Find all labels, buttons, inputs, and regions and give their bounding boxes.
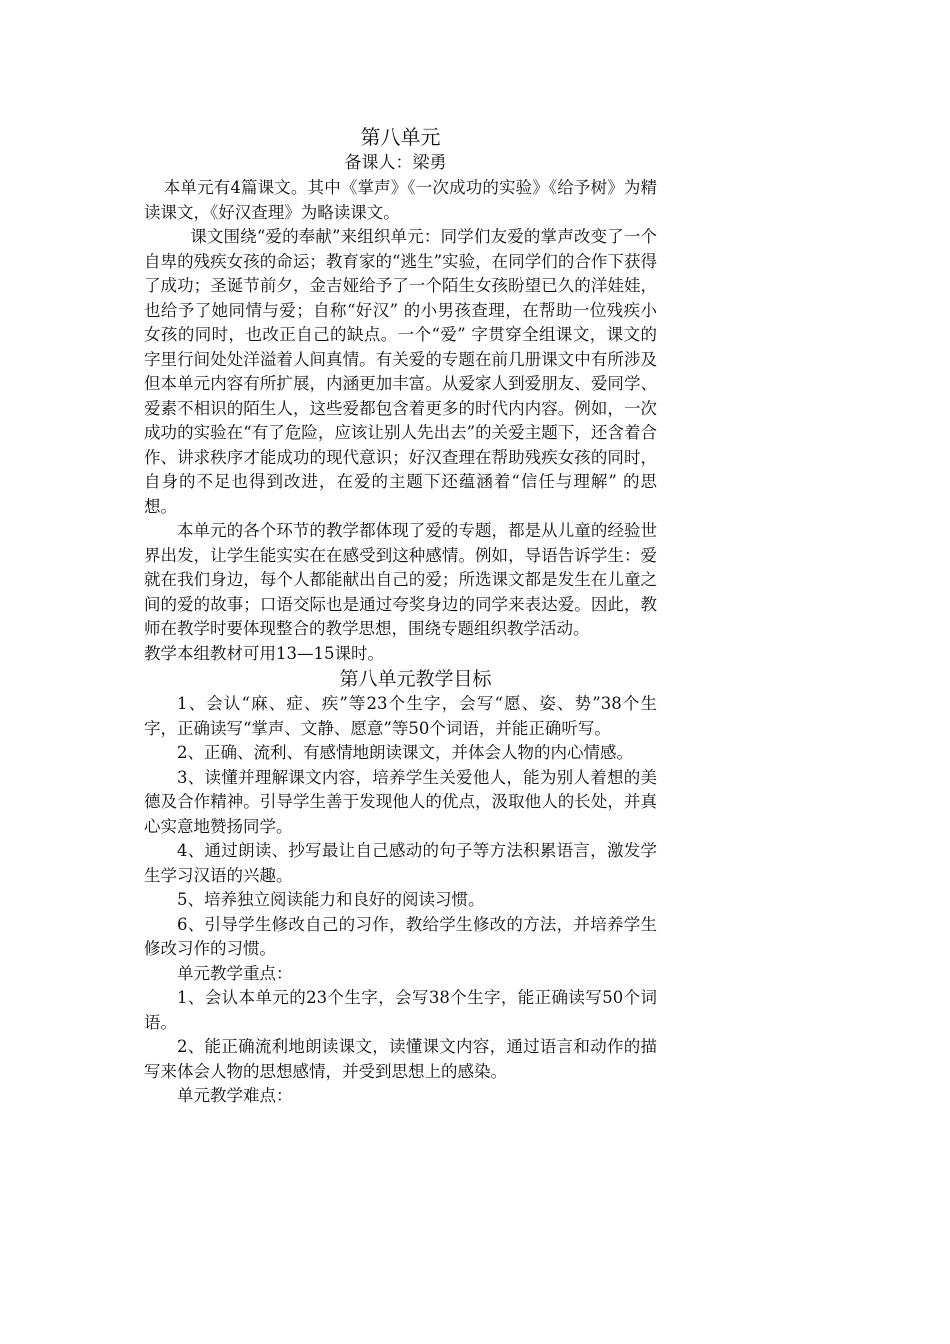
- goal-item: 5、培养独立阅读能力和良好的阅读习惯。: [177, 890, 485, 909]
- key-point-item: 1、会认本单元的23个生字，会写38个生字，能正确读写50个词语。: [144, 988, 657, 1032]
- goal-item: 6、引导学生修改自己的习作，教给学生修改的方法，并培养学生修改习作的习惯。: [144, 914, 657, 958]
- goals-title: 第八单元教学目标: [339, 668, 492, 690]
- intro-paragraph: 本单元有4篇课文。其中《掌声》《一次成功的实验》《给予树》为精读课文，《好汉查理》为略读课文。: [144, 178, 657, 222]
- goal-item: 3、读懂并理解课文内容，培养学生关爱他人，能为别人着想的美德及合作精神。引导学生善于发现他人的优点，汲取他人的长处，并真心实意地赞扬同学。: [144, 767, 657, 836]
- preparer-line: 备课人：梁勇: [344, 153, 447, 173]
- intro-paragraph: 课文围绕“爱的奉献”来组织单元：同学们友爱的掌声改变了一个自卑的残疾女孩的命运；教育家的“逃生”实验，在同学们的合作下获得了成功；圣诞节前夕，金吉娅给予了一个陌生女孩盼望已久的洋娃娃，也给予了她同情与爱；自称“好汉” 的小男孩查理，在帮助一位残疾小女孩的同时，也改正自己的缺点。一个“爱” 字贯穿全组课文，课文的字里行间处处洋溢着人间真情。有关爱的专题在前几册课文中有所涉及但本单元内容有所扩展，内涵更加丰富。从爱家人到爱朋友、爱同学、爱素不相识的陌生人，这些爱都包含着更多的时代内内容。例如，一次成功的实验在“有了危险，应该让别人先出去”的关爱主题下，还含着合作、讲求秩序才能成功的现代意识；好汉查理在帮助残疾女孩的同时，自身的不足也得到改进，在爱的主题下还蕴涵着“信任与理解” 的思想。: [144, 227, 657, 516]
- goal-item: 1、会认“麻、症、疾”等23个生字，会写“愿、姿、势”38个生字，正确读写“掌声、文静、愿意”等50个词语，并能正确听写。: [144, 694, 657, 738]
- goal-item: 2、正确、流利、有感情地朗读课文，并体会人物的内心情感。: [177, 743, 633, 762]
- difficulties-heading: 单元教学难点：: [177, 1086, 293, 1105]
- document-title: 第八单元: [360, 125, 441, 149]
- intro-paragraph: 本单元的各个环节的教学都体现了爱的专题，都是从儿童的经验世界出发，让学生能实实在在感受到这种感情。例如，导语告诉学生：爱就在我们身边，每个人都能献出自己的爱；所选课文都是发生在儿童之间的爱的故事；口语交际也是通过夸奖身边的同学来表达爱。因此，教师在教学时要体现整合的教学思想，围绕专题组织教学活动。: [144, 521, 657, 638]
- key-points-heading: 单元教学重点：: [177, 963, 293, 983]
- goal-item: 4、通过朗读、抄写最让自己感动的句子等方法积累语言，激发学生学习汉语的兴趣。: [144, 841, 657, 885]
- lesson-hours: 教学本组教材可用13—15课时。: [144, 643, 384, 663]
- key-point-item: 2、能正确流利地朗读课文，读懂课文内容，通过语言和动作的描写来体会人物的思想感情，并受到思想上的感染。: [144, 1037, 657, 1081]
- document-page: [144, 124, 657, 1109]
